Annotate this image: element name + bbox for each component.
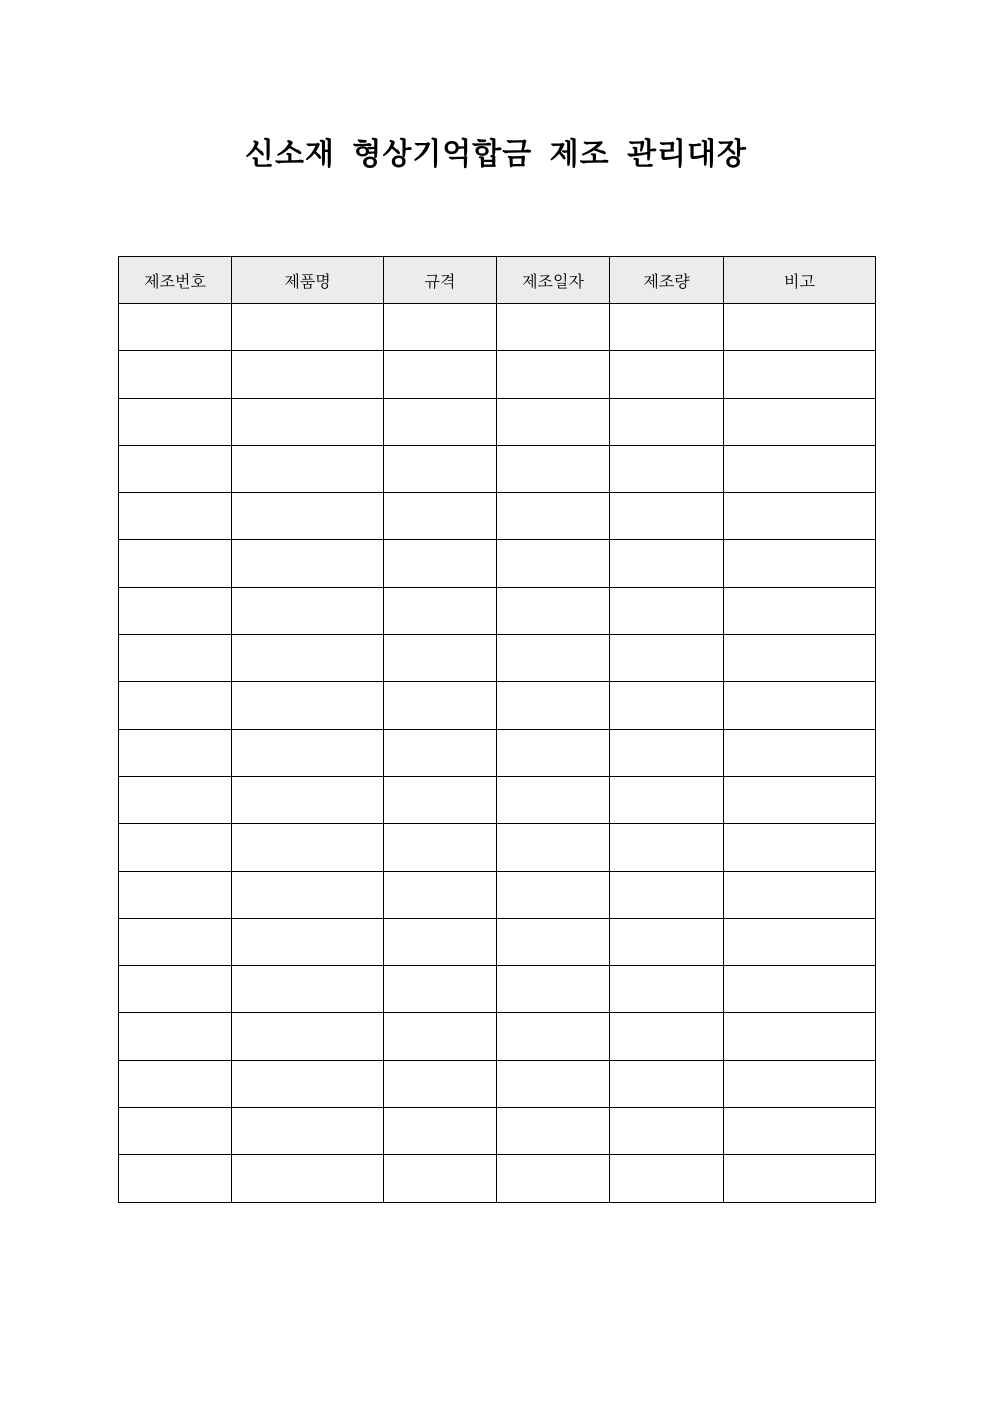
manufacture-date-cell [497,1155,610,1202]
table-row [119,587,876,634]
quantity-cell [610,493,724,540]
product-name-cell [232,1013,384,1060]
quantity-cell [610,776,724,823]
table-row [119,1108,876,1155]
product-name-cell [232,966,384,1013]
manufacturing-ledger-table [118,256,876,1203]
quantity-cell [610,824,724,871]
quantity-cell [610,1060,724,1107]
table-row [119,682,876,729]
product-name-cell [232,398,384,445]
product-name-cell [232,540,384,587]
remarks-cell [724,304,876,351]
specification-cell [384,1060,497,1107]
manufacture-number-cell [119,587,232,634]
remarks-cell [724,871,876,918]
product-name-cell [232,445,384,492]
specification-cell [384,966,497,1013]
column-header-manufacture-number: 제조번호 [119,257,232,304]
remarks-cell [724,1013,876,1060]
specification-cell [384,682,497,729]
table-row [119,540,876,587]
table-row [119,635,876,682]
remarks-cell [724,635,876,682]
specification-cell [384,1013,497,1060]
remarks-cell [724,918,876,965]
manufacture-number-cell [119,729,232,776]
quantity-cell [610,871,724,918]
column-header-specification: 규격 [384,257,497,304]
specification-cell [384,493,497,540]
product-name-cell [232,918,384,965]
manufacture-date-cell [497,1108,610,1155]
table-body [119,304,876,1203]
product-name-cell [232,351,384,398]
table-row [119,493,876,540]
quantity-cell [610,351,724,398]
remarks-cell [724,540,876,587]
remarks-cell [724,1108,876,1155]
manufacture-number-cell [119,493,232,540]
specification-cell [384,540,497,587]
manufacture-date-cell [497,493,610,540]
remarks-cell [724,1060,876,1107]
column-header-remarks: 비고 [724,257,876,304]
column-header-product-name: 제품명 [232,257,384,304]
remarks-cell [724,1155,876,1202]
table-row [119,918,876,965]
table-row [119,1013,876,1060]
manufacture-date-cell [497,304,610,351]
manufacture-number-cell [119,540,232,587]
manufacture-number-cell [119,351,232,398]
quantity-cell [610,587,724,634]
remarks-cell [724,351,876,398]
quantity-cell [610,445,724,492]
specification-cell [384,824,497,871]
remarks-cell [724,493,876,540]
product-name-cell [232,493,384,540]
manufacture-number-cell [119,918,232,965]
manufacture-date-cell [497,398,610,445]
product-name-cell [232,729,384,776]
table-row [119,824,876,871]
quantity-cell [610,966,724,1013]
document-title: 신소재 형상기억합금 제조 관리대장 [244,137,748,172]
manufacture-date-cell [497,540,610,587]
manufacture-date-cell [497,918,610,965]
manufacture-date-cell [497,635,610,682]
manufacture-number-cell [119,1060,232,1107]
product-name-cell [232,824,384,871]
table-row [119,871,876,918]
product-name-cell [232,587,384,634]
quantity-cell [610,304,724,351]
quantity-cell [610,682,724,729]
remarks-cell [724,729,876,776]
manufacture-date-cell [497,776,610,823]
quantity-cell [610,1108,724,1155]
manufacture-number-cell [119,1013,232,1060]
product-name-cell [232,1060,384,1107]
manufacture-date-cell [497,682,610,729]
product-name-cell [232,871,384,918]
table-row [119,966,876,1013]
specification-cell [384,445,497,492]
table-row [119,1060,876,1107]
product-name-cell [232,304,384,351]
remarks-cell [724,682,876,729]
table-row [119,1155,876,1202]
table-row [119,729,876,776]
manufacture-number-cell [119,635,232,682]
quantity-cell [610,540,724,587]
manufacture-date-cell [497,445,610,492]
manufacture-number-cell [119,398,232,445]
manufacture-number-cell [119,871,232,918]
specification-cell [384,304,497,351]
manufacture-number-cell [119,824,232,871]
manufacture-number-cell [119,966,232,1013]
specification-cell [384,351,497,398]
manufacture-date-cell [497,966,610,1013]
quantity-cell [610,398,724,445]
specification-cell [384,635,497,682]
specification-cell [384,729,497,776]
quantity-cell [610,635,724,682]
remarks-cell [724,398,876,445]
table-header-row [119,257,876,304]
remarks-cell [724,966,876,1013]
column-header-quantity: 제조량 [610,257,724,304]
product-name-cell [232,682,384,729]
quantity-cell [610,1013,724,1060]
remarks-cell [724,824,876,871]
manufacture-date-cell [497,824,610,871]
manufacture-number-cell [119,682,232,729]
manufacture-number-cell [119,445,232,492]
manufacture-date-cell [497,729,610,776]
remarks-cell [724,776,876,823]
table-row [119,776,876,823]
manufacture-date-cell [497,1013,610,1060]
specification-cell [384,871,497,918]
manufacture-date-cell [497,871,610,918]
remarks-cell [724,445,876,492]
table-row [119,398,876,445]
specification-cell [384,918,497,965]
product-name-cell [232,1108,384,1155]
product-name-cell [232,635,384,682]
manufacture-date-cell [497,587,610,634]
quantity-cell [610,918,724,965]
specification-cell [384,398,497,445]
specification-cell [384,1155,497,1202]
manufacture-number-cell [119,1108,232,1155]
manufacture-number-cell [119,776,232,823]
product-name-cell [232,1155,384,1202]
table-row [119,445,876,492]
manufacture-date-cell [497,1060,610,1107]
column-header-manufacture-date: 제조일자 [497,257,610,304]
remarks-cell [724,587,876,634]
manufacture-number-cell [119,1155,232,1202]
manufacture-number-cell [119,304,232,351]
specification-cell [384,587,497,634]
table-row [119,351,876,398]
quantity-cell [610,1155,724,1202]
product-name-cell [232,776,384,823]
table-row [119,304,876,351]
quantity-cell [610,729,724,776]
specification-cell [384,1108,497,1155]
manufacture-date-cell [497,351,610,398]
specification-cell [384,776,497,823]
